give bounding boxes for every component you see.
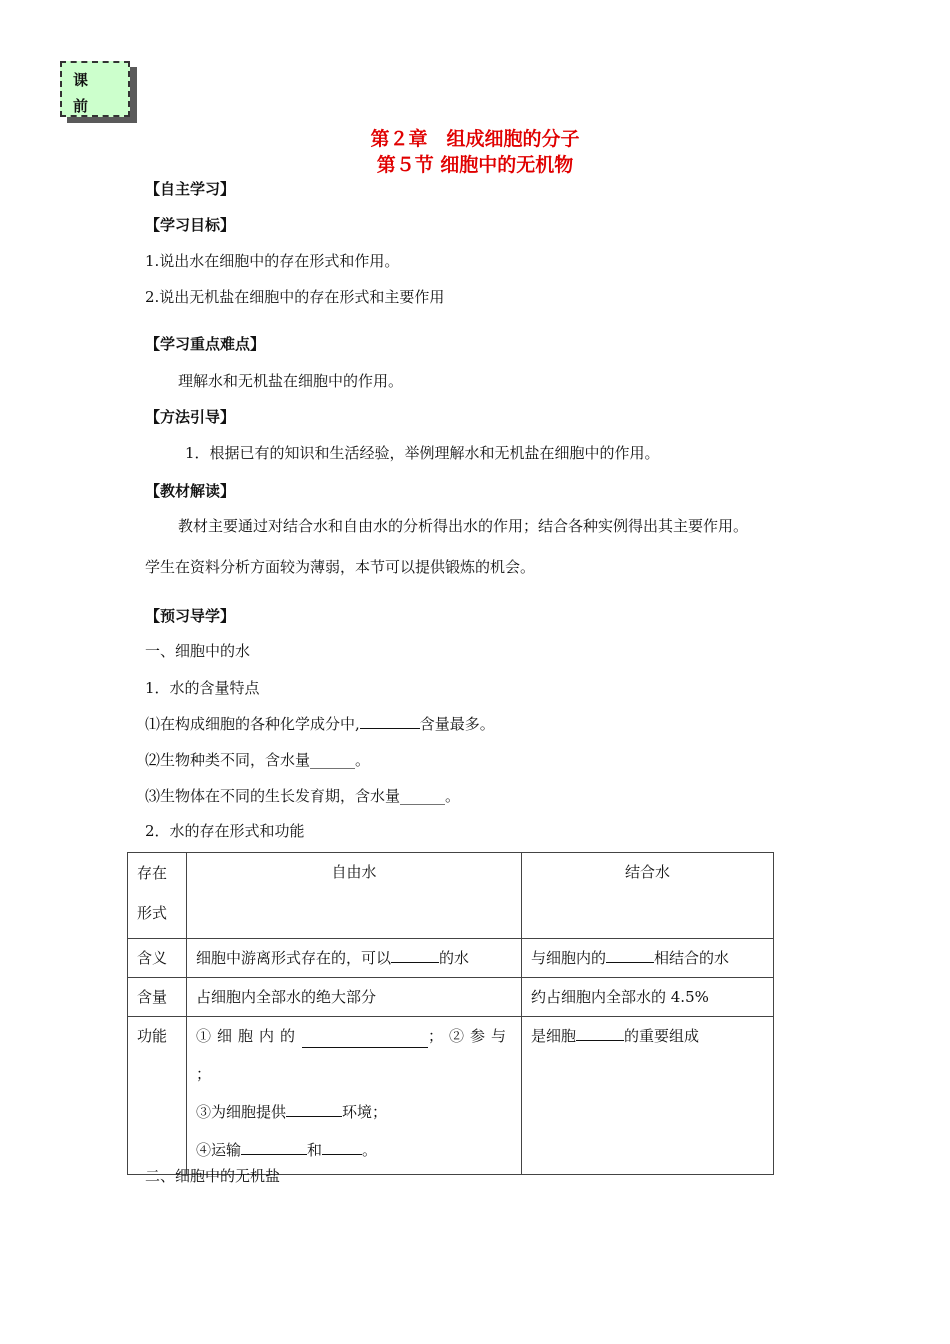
- key-points-heading: 【学习重点难点】: [145, 335, 266, 353]
- objectives-heading: 【学习目标】: [145, 216, 236, 234]
- header-bound-water: 结合水: [624, 863, 670, 881]
- preview-heading: 【预习导学】: [145, 607, 236, 625]
- function-3a: ④运输: [196, 1141, 242, 1159]
- function-1a: ①细胞内的: [196, 1027, 302, 1045]
- function-2-after: 环境；: [342, 1103, 388, 1121]
- header-form-line1: 存在: [137, 864, 168, 882]
- row-meaning-label: 含义: [137, 949, 168, 967]
- part1-heading: 一、细胞中的水: [145, 642, 251, 660]
- question-2: ⑵生物种类不同，含水量______。: [145, 751, 371, 769]
- self-study-heading: 【自主学习】: [145, 180, 236, 198]
- answer-blank[interactable]: [322, 1139, 362, 1155]
- textbook-line-2: 学生在资料分析方面较为薄弱，本节可以提供锻炼的机会。: [145, 558, 536, 576]
- part2-heading: 二、细胞中的无机盐: [145, 1167, 281, 1185]
- textbook-heading: 【教材解读】: [145, 482, 236, 500]
- function-1b: ；②参与: [427, 1027, 512, 1045]
- chapter-title: 第２章 组成细胞的分子: [370, 128, 580, 150]
- function-line-2: [196, 1093, 512, 1131]
- pre-class-badge: [60, 61, 130, 117]
- bound-function-before: 是细胞: [531, 1027, 577, 1045]
- row-function-label: 功能: [137, 1027, 168, 1045]
- question-1: [145, 713, 495, 734]
- answer-blank[interactable]: [606, 947, 654, 963]
- water-forms-table: [127, 852, 774, 1175]
- row-content-label: 含量: [137, 988, 168, 1006]
- answer-blank[interactable]: [286, 1101, 342, 1117]
- answer-blank[interactable]: [241, 1139, 307, 1155]
- textbook-line-1: 教材主要通过对结合水和自由水的分析得出水的作用；结合各种实例得出其主要作用。: [178, 517, 749, 535]
- sub1-heading: 1．水的含量特点: [145, 679, 260, 697]
- section-title: 第５节 细胞中的无机物: [376, 154, 574, 176]
- header-free-water: 自由水: [331, 863, 377, 881]
- function-line-3: [196, 1131, 512, 1169]
- function-line-1: [196, 1017, 512, 1055]
- function-2-before: ③为细胞提供: [196, 1103, 287, 1121]
- method-heading: 【方法引导】: [145, 408, 236, 426]
- method-text: 1．根据已有的知识和生活经验，举例理解水和无机盐在细胞中的作用。: [185, 444, 660, 462]
- objective-item-1: 1.说出水在细胞中的存在形式和作用。: [145, 252, 400, 270]
- bound-meaning-before: 与细胞内的: [531, 949, 607, 967]
- badge-line-1: 课: [73, 71, 89, 89]
- function-3c: 。: [362, 1141, 378, 1159]
- function-3b: 和: [307, 1141, 323, 1159]
- function-1c: ；: [196, 1065, 212, 1083]
- bound-function-after: 的重要组成: [624, 1027, 700, 1045]
- bound-content: 约占细胞内全部水的 4.5%: [531, 988, 709, 1006]
- badge-line-2: 前: [73, 97, 89, 115]
- bound-meaning-after: 相结合的水: [654, 949, 730, 967]
- free-content: 占细胞内全部水的绝大部分: [196, 988, 377, 1006]
- answer-blank[interactable]: [302, 1032, 428, 1048]
- answer-blank[interactable]: [576, 1025, 624, 1041]
- answer-blank[interactable]: [360, 713, 420, 729]
- free-meaning-after: 的水: [439, 949, 470, 967]
- free-meaning-before: 细胞中游离形式存在的，可以: [196, 949, 392, 967]
- answer-blank[interactable]: [391, 947, 439, 963]
- question-1-after: 含量最多。: [419, 715, 495, 733]
- question-3: ⑶生物体在不同的生长发育期，含水量______。: [145, 787, 461, 805]
- header-form-line2: 形式: [137, 904, 168, 922]
- sub2-heading: 2．水的存在形式和功能: [145, 822, 305, 840]
- question-1-before: ⑴在构成细胞的各种化学成分中,: [145, 715, 360, 733]
- key-points-text: 理解水和无机盐在细胞中的作用。: [178, 372, 404, 390]
- objective-item-2: 2.说出无机盐在细胞中的存在形式和主要作用: [145, 288, 445, 306]
